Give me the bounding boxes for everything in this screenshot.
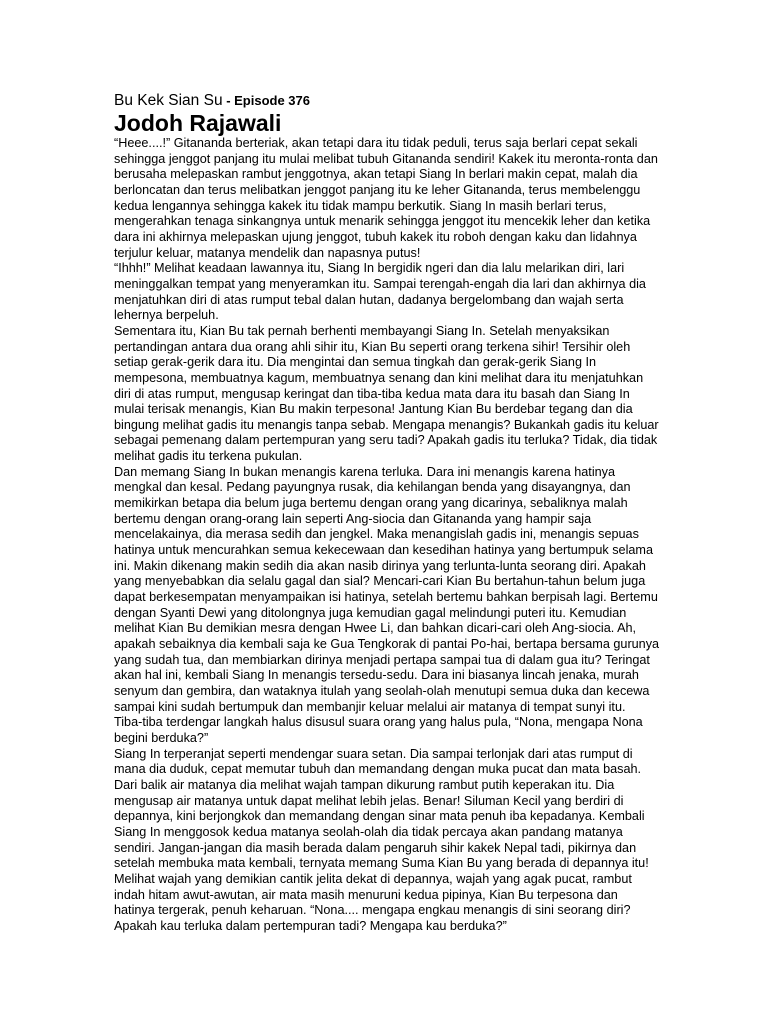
paragraph: Sementara itu, Kian Bu tak pernah berhenti membayangi Siang In. Setelah menyaksikan pertandingan antara dua orang ahli sihir itu, Kian Bu seperti orang terkena sihir! Tersihir oleh setiap gerak-gerik dara itu. Dia mengintai dan semua tingkah dan gerak-gerik Siang In mempesona, membuatnya kagum, membuatnya senang dan kini melihat dara itu menjatuhkan diri di atas rumput, mengusap keringat dan tiba-tiba kedua mata dara itu basah dan Siang In mulai terisak menangis, Kian Bu makin terpesona! Jantung Kian Bu berdebar tegang dan dia bingung melihat gadis itu menangis tanpa sebab. Mengapa menangis? Bukankah gadis itu keluar sebagai pemenang dalam pertempuran yang seru tadi? Apakah gadis itu terluka? Tidak, dia tidak melihat gadis itu terkena pukulan. xyxy=(114,323,659,464)
paragraph: Dan memang Siang In bukan menangis karena terluka. Dara ini menangis karena hatinya mengkal dan kesal. Pedang payungnya rusak, dia kehilangan benda yang disayangnya, dan memikirkan betapa dia belum juga bertemu dengan orang yang dicarinya, sebaliknya malah bertemu dengan orang-orang lain seperti Ang-siocia dan Gitananda yang hampir saja mencelakainya, dia merasa sedih dan jengkel. Maka menangislah gadis ini, menangis sepuas hatinya untuk mencurahkan semua kekecewaan dan kesedihan hatinya yang bertumpuk selama ini. Makin dikenang makin sedih dia akan nasib dirinya yang terlunta-lunta seorang diri. Apakah yang menyebabkan dia selalu gagal dan sial? Mencari-cari Kian Bu bertahun-tahun belum juga dapat berkesempatan menyampaikan isi hatinya, setelah bertemu bahkan berpisah lagi. Bertemu dengan Syanti Dewi yang ditolongnya juga kemudian gagal melindungi puteri itu. Kemudian melihat Kian Bu demikian mesra dengan Hwee Li, dan bahkan dicari-cari oleh Ang-siocia. Ah, apakah sebaiknya dia kembali saja ke Gua Tengkorak di pantai Po-hai, bertapa bersama gurunya yang sudah tua, dan membiarkan dirinya menjadi pertapa sampai tua di dalam gua itu? Teringat akan hal ini, kembali Siang In menangis tersedu-sedu. Dara ini biasanya lincah jenaka, murah senyum dan gembira, dan wataknya itulah yang seolah-olah menutupi semua duka dan kecewa sampai kini sudah bertumpuk dan membanjir keluar melalui air matanya di tempat sunyi itu. xyxy=(114,464,660,714)
episode-header xyxy=(114,92,662,110)
paragraph: Siang In terperanjat seperti mendengar suara setan. Dia sampai terlonjak dari atas rumput di mana dia duduk, cepat memutar tubuh dan memandang dengan muka pucat dan mata basah. Dari balik air matanya dia melihat wajah tampan dikurung rambut putih keperakan itu. Dia mengusap air matanya untuk dapat melihat lebih jelas. Benar! Siluman Kecil yang berdiri di depannya, kini berjongkok dan memandang dengan sinar mata penuh iba kepadanya. Kembali Siang In menggosok kedua matanya seolah-olah dia tidak percaya akan pandang matanya sendiri. Jangan-jangan dia masih berada dalam pengaruh sihir kakek Nepal tadi, pikirnya dan setelah membuka mata kembali, ternyata memang Suma Kian Bu yang berada di depannya itu! Melihat wajah yang demikian cantik jelita dekat di depannya, wajah yang agak pucat, rambut indah hitam awut-awutan, air mata masih menuruni kedua pipinya, Kian Bu terpesona dan hatinya tergerak, penuh keharuan. “Nona.... mengapa engkau menangis di sini seorang diri? Apakah kau terluka dalam pertempuran tadi? Mengapa kau berduka?” xyxy=(114,746,649,933)
document-page xyxy=(114,92,662,934)
series-name: Bu Kek Sian Su xyxy=(114,92,223,109)
paragraph: “Ihhh!” Melihat keadaan lawannya itu, Siang In bergidik ngeri dan dia lalu melarikan diri, lari meninggalkan tempat yang menyeramkan itu. Sampai terengah-engah dia lari dan akhirnya dia menjatuhkan diri di atas rumput tebal dalan hutan, dadanya bergelombang dan wajah serta lehernya berpeluh. xyxy=(114,261,646,323)
paragraph: “Heee....!” Gitananda berteriak, akan tetapi dara itu tidak peduli, terus saja berlari cepat sekali sehingga jenggot panjang itu mulai melibat tubuh Gitananda sendiri! Kakek itu meronta-ronta dan berusaha melepaskan rambut jenggotnya, akan tetapi Siang In berlari makin cepat, malah dia berloncatan dan terus melibatkan jenggot panjang itu ke leher Gitananda, terus membelenggu kedua lengannya sehingga kakek itu tidak mampu berkutik. Siang In masih berlari terus, mengerahkan tenaga sinkangnya untuk menarik sehingga jenggot itu mencekik leher dan ketika dara ini akhirnya melepaskan ujung jenggot, tubuh kakek itu roboh dengan kaku dan lidahnya terjulur keluar, matanya mendelik dan napasnya putus! xyxy=(114,136,658,260)
story-body xyxy=(114,136,662,934)
chapter-title: Jodoh Rajawali xyxy=(114,110,282,136)
episode-number: - Episode 376 xyxy=(222,93,310,108)
paragraph: Tiba-tiba terdengar langkah halus disusul suara orang yang halus pula, “Nona, mengapa Nona begini berduka?” xyxy=(114,715,643,745)
